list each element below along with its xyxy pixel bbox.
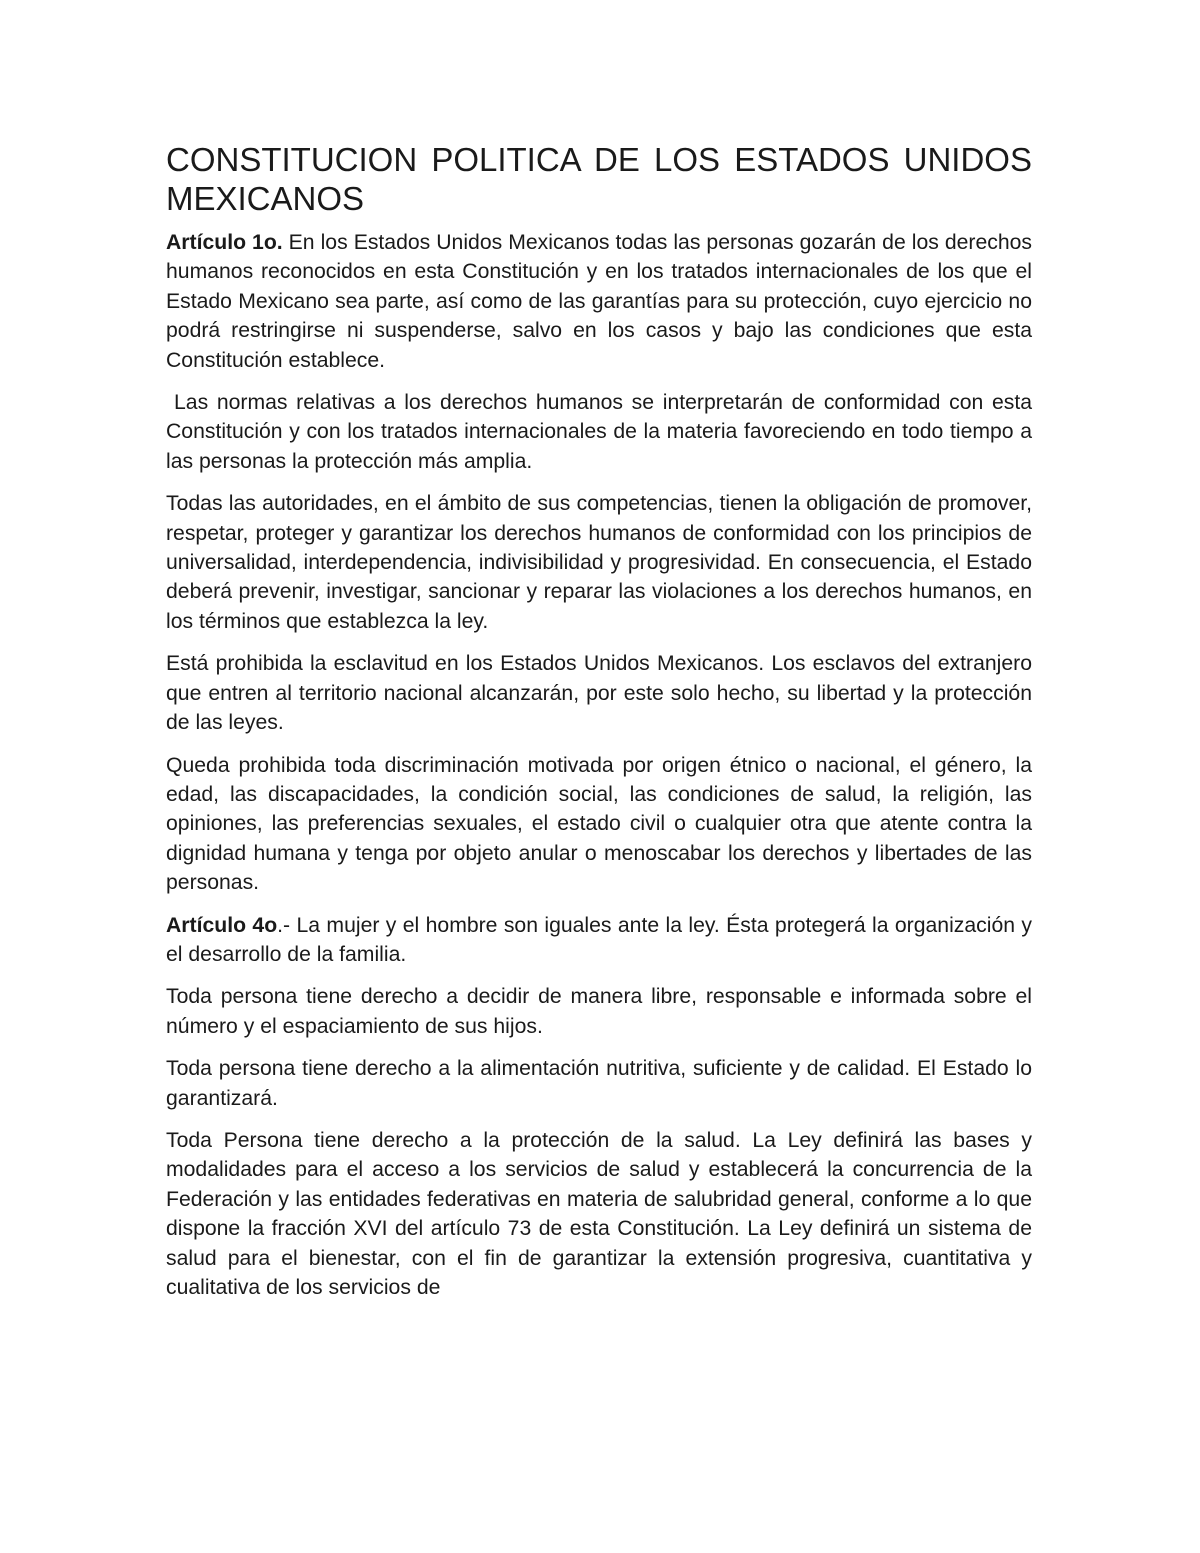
paragraph-text: .- La mujer y el hombre son iguales ante la ley. Ésta protegerá la organización y el desarrollo de la familia. — [166, 913, 1032, 966]
paragraph-text: Las normas relativas a los derechos humanos se interpretarán de conformidad con esta Constitución y con los tratados internacionales de la materia favoreciendo en todo tiempo a las personas la protección más amplia. — [166, 391, 1032, 473]
article-label: Artículo 4o — [166, 913, 278, 937]
paragraph — [166, 751, 1032, 898]
document-body — [166, 140, 1032, 1315]
paragraph — [166, 388, 1032, 476]
paragraph — [166, 1126, 1032, 1302]
paragraph-text: Queda prohibida toda discriminación motivada por origen étnico o nacional, el género, la edad, las discapacidades, la condición social, las condiciones de salud, la religión, las opiniones, las preferencias sexuales, el estado civil o cualquier otra que atente contra la dignidad humana y tenga por objeto anular o menoscabar los derechos y libertades de las personas. — [166, 753, 1032, 895]
paragraph-article-4 — [166, 911, 1032, 970]
paragraph-text: Toda persona tiene derecho a la alimentación nutritiva, suficiente y de calidad. El Estado lo garantizará. — [166, 1057, 1032, 1110]
paragraph — [166, 1054, 1032, 1113]
paragraph-text: Toda persona tiene derecho a decidir de manera libre, responsable e informada sobre el número y el espaciamiento de sus hijos. — [166, 985, 1032, 1038]
paragraph-article-1 — [166, 228, 1032, 375]
paragraph — [166, 489, 1032, 636]
paragraph — [166, 982, 1032, 1041]
document-title: CONSTITUCION POLITICA DE LOS ESTADOS UNIDOS MEXICANOS — [166, 141, 1032, 217]
paragraph-text: Está prohibida la esclavitud en los Estados Unidos Mexicanos. Los esclavos del extranjero que entren al territorio nacional alcanzarán, por este solo hecho, su libertad y la protección de las leyes. — [166, 652, 1032, 735]
paragraph-text: Toda Persona tiene derecho a la protección de la salud. La Ley definirá las bases y modalidades para el acceso a los servicios de salud y establecerá la concurrencia de la Federación y las entidades federativas en materia de salubridad general, conforme a lo que dispone la fracción XVI del artículo 73 de esta Constitución. La Ley definirá un sistema de salud para el bienestar, con el fin de garantizar la extensión progresiva, cuantitativa y cualitativa de los servicios de — [166, 1128, 1032, 1299]
paragraph-text: Todas las autoridades, en el ámbito de sus competencias, tienen la obligación de promover, respetar, proteger y garantizar los derechos humanos de conformidad con los principios de universalidad, interdependencia, indivisibilidad y progresividad. En consecuencia, el Estado deberá prevenir, investigar, sancionar y reparar las violaciones a los derechos humanos, en los términos que establezca la ley. — [166, 492, 1032, 633]
paragraph — [166, 649, 1032, 737]
paragraph-text: En los Estados Unidos Mexicanos todas las personas gozarán de los derechos humanos reconocidos en esta Constitución y en los tratados internacionales de los que el Estado Mexicano sea parte, así como de las garantías para su protección, cuyo ejercicio no podrá restringirse ni suspenderse, salvo en los casos y bajo las condiciones que esta Constitución establece. — [166, 231, 1033, 372]
article-label: Artículo 1o. — [166, 231, 283, 254]
